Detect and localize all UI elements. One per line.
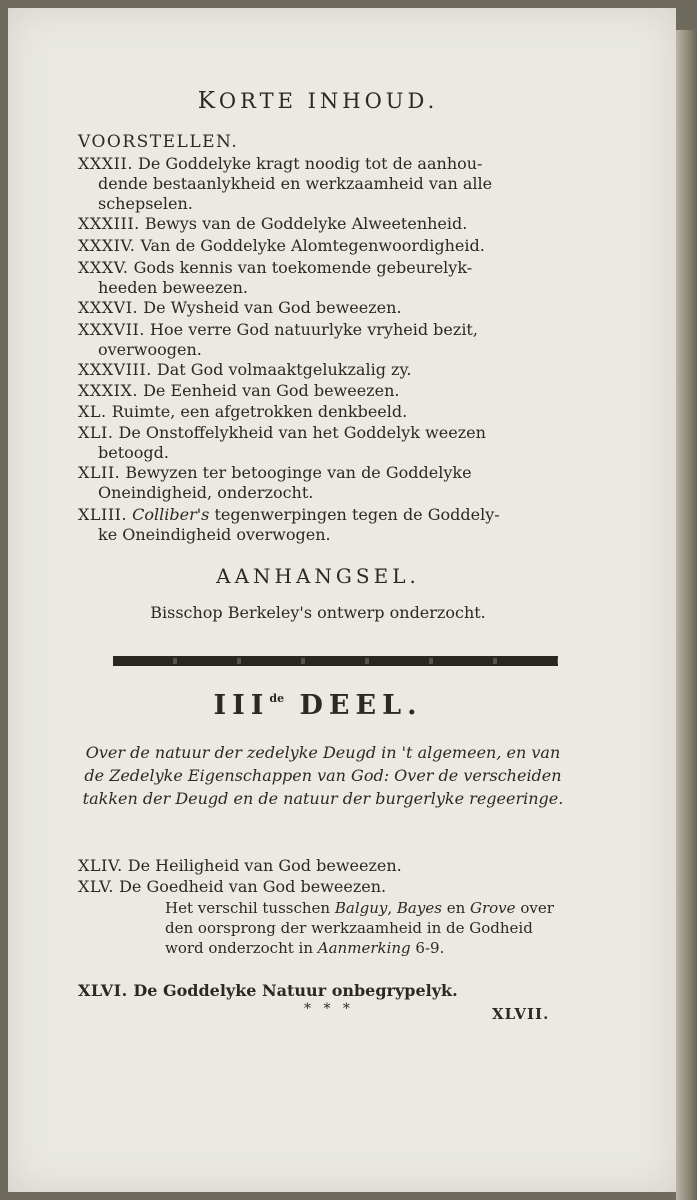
part-roman: III (213, 690, 270, 721)
part-word: DEEL. (299, 690, 423, 721)
toc-entry (78, 463, 568, 503)
note-text: , (387, 899, 397, 917)
ornamental-rule (113, 656, 558, 666)
note-italic-name: Bayes (396, 899, 442, 917)
entry-number: XLV. (78, 877, 114, 896)
toc-entry (78, 360, 568, 380)
note-text: 6-9. (410, 939, 445, 957)
appendix-subtitle: Bisschop Berkeley's ontwerp onderzocht. (150, 603, 486, 622)
toc-entry (78, 423, 568, 463)
entry-number: XXXVII. (78, 320, 145, 339)
entry-text: tegenwerpingen tegen de Goddely- (209, 505, 500, 524)
note-italic-name: Grove (470, 899, 516, 917)
entry-number: XLVI. (78, 981, 128, 1000)
entry-number: XXXIII. (78, 214, 140, 233)
toc-entry (78, 154, 568, 214)
entry-text: De Onstoffelykheid van het Goddelyk weezen (118, 423, 486, 442)
entry-continuation: ke Oneindigheid overwogen. (98, 525, 331, 544)
part-title (8, 690, 628, 721)
header-initial: K (197, 88, 219, 114)
toc-entry (78, 236, 568, 256)
note-text: en (441, 899, 470, 917)
entry-number: XXXV. (78, 258, 129, 277)
note-italic-name: Aanmerking (317, 939, 411, 957)
entry-text: Bewys van de Goddelyke Alweetenheid. (144, 214, 468, 233)
entry-number: XLIII. (78, 505, 128, 524)
entry-continuation: Oneindigheid, onderzocht. (98, 483, 314, 502)
book-page (8, 8, 676, 1192)
section-label: VOORSTELLEN. (78, 132, 239, 152)
entry-number: XLI. (78, 423, 114, 442)
toc-entry (78, 402, 568, 422)
entry-number: XLIV. (78, 856, 123, 875)
note-text: Het verschil tusschen (165, 899, 335, 917)
entry-continuation: betoogd. (98, 443, 169, 462)
ornament-asterisks: * * * (304, 1001, 354, 1017)
entry-text: De Wysheid van God beweezen. (143, 298, 402, 317)
entry-number: XXXVIII. (78, 360, 152, 379)
entry-continuation: overwoogen. (98, 340, 202, 359)
entry-number: XL. (78, 402, 107, 421)
entry-text: Gods kennis van toekomende gebeurelyk- (133, 258, 473, 277)
note-italic-name: Balguy (334, 899, 388, 917)
toc-entry (78, 505, 568, 545)
toc-entry (78, 298, 568, 318)
toc-entry (78, 381, 568, 401)
note-text: over den oorsprong der werkzaamheid in de Godheid word onderzocht in (165, 899, 554, 957)
entry-number: XLII. (78, 463, 121, 482)
entry-number: XXXII. (78, 154, 133, 173)
toc-entry (78, 856, 568, 876)
entry-note (165, 898, 570, 958)
entry-text: Hoe verre God natuurlyke vryheid bezit, (150, 320, 478, 339)
part-ordinal: de (269, 692, 285, 705)
entry-continuation: heeden beweezen. (98, 278, 248, 297)
entry-text: Bewyzen ter betooginge van de Goddelyke (125, 463, 472, 482)
entry-text: De Eenheid van God beweezen. (143, 381, 400, 400)
entry-text: De Goedheid van God beweezen. (119, 877, 387, 896)
entry-text: De Goddelyke Natuur onbegrypelyk. (133, 981, 458, 1000)
toc-entry (78, 320, 568, 360)
catchword: XLVII. (492, 1005, 550, 1023)
entry-number: XXXVI. (78, 298, 139, 317)
toc-entry (78, 214, 568, 234)
entry-continuation: dende bestaanlykheid en werkzaamheid van alle schepselen. (98, 174, 493, 213)
entry-italic-name: Colliber's (132, 505, 210, 524)
appendix-title: AANHANGSEL. (216, 564, 420, 588)
entry-text: Dat God volmaaktgelukzalig zy. (156, 360, 412, 379)
part-description: Over de natuur der zedelyke Deugd in 't algemeen, en van de Zedelyke Eigenschappen van God: Over de verscheiden takken der Deugd en de natuur der burgerlyke regeeringe. (82, 743, 564, 808)
entry-text: De Heiligheid van God beweezen. (127, 856, 402, 875)
page-edge (676, 30, 697, 1200)
entry-number: XXXIX. (78, 381, 138, 400)
entry-number: XXXIV. (78, 236, 136, 255)
header-rest: ORTE INHOUD. (218, 89, 439, 113)
entry-text: Ruimte, een afgetrokken denkbeeld. (111, 402, 408, 421)
toc-entry (78, 877, 568, 897)
toc-entry (78, 258, 568, 298)
toc-entry (78, 981, 568, 1001)
page-header (8, 88, 628, 114)
entry-text: Van de Goddelyke Alomtegenwoordigheid. (140, 236, 485, 255)
entry-text: De Goddelyke kragt noodig tot de aanhou- (138, 154, 483, 173)
